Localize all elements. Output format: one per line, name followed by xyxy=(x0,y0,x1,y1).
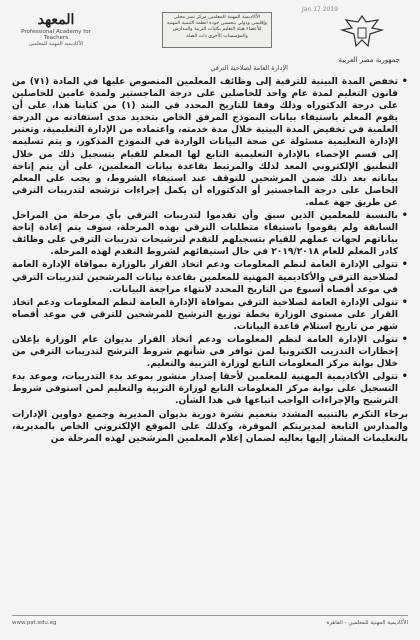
department-title: ﺍﻹﺩﺍﺭﺓ ﺍﻟﻌﺎﻣﺔ ﻟﺼﻼﺣﻴﺔ ﺍﻟﺘﺮﻗﻲ xyxy=(210,64,288,72)
paragraph-6: • ﺗﺘﻮﻟﻰ ﺍﻷﻛﺎﺩﻳﻤﻴﺔ ﺍﻟﻤﻬﻨﻴﺔ ﻟﻠﻤﻌﻠﻤﻴﻦ ﻷﺣﻘﺎ ﺇﺻﺪﺍﺭ ﻣﻨﺸﻮﺭ ﺑﻤﻮﻋﺪ ﺑﺪﺀ ﺍﻟﺘﺪﺭﻳﺒﺎﺕ، ﻭﻣﻮﻋﺪ ﺑﺪﺀ ﺍﻟﺘﺴﺠﻴﻞ ﻋﻠﻰ ﺑﻮﺍﺑﺔ ﻣﺮﻛﺰ ﺍﻟﻤﻌﻠﻮﻣﺎﺕ ﺍﻟﺘﺎﺑﻊ ﻟﻮﺯﺍﺭﺓ ﺍﻟﺘﺮﺑﻴﺔ ﻭﺍﻟﺘﻌﻠﻴﻢ ﻟﻤﻦ ﺍﺳﺘﻮﻓﻰ ﺷﺮﻭﻁ ﺍﻟﺘﺮﺷﻴﺢ ﻭﺍﻹﺟﺮﺍﺀﺍﺕ ﺍﻟﻮﺍﺟﺐ ﺍﺗﺒﺎﻋﻬﺎ ﻓﻲ ﻫﺬﺍ ﺍﻟﺸﺄﻥ. xyxy=(12,371,408,407)
paragraph-4: • ﺗﺘﻮﻟﻰ ﺍﻹﺩﺍﺭﺓ ﺍﻟﻌﺎﻣﺔ ﻟﺼﻼﺣﻴﺔ ﺍﻟﺘﺮﻗﻲ ﺑﻤﻮﺍﻓﺎﺓ ﺍﻹﺩﺍﺭﺓ ﺍﻟﻌﺎﻣﺔ ﻟﻨﻈﻢ ﺍﻟﻤﻌﻠﻮﻣﺎﺕ ﻭﺩﻋﻢ ﺍﺗﺨﺎﺫ ﺍﻟﻘﺮﺍﺭ ﻋﻠﻰ ﻣﺴﺘﻮﻯ ﺍﻟﻮﺯﺍﺭﺓ ﺑﺨﻄﺔ ﺗﻮﺯﻳﻊ ﺍﻟﺘﺮﺷﻴﺢ ﻟﻠﻤﺮﺷﺤﻴﻦ ﻟﻠﺘﺮﻗﻲ ﻓﻲ ﻣﻮﻋﺪ ﺃﻗﺼﺎﻩ ﺷﻬﺮ ﻣﻦ ﺗﺎﺭﻳﺦ ﺍﺳﺘﻼﻡ ﻗﺎﻋﺪﺓ ﺍﻟﺒﻴﺎﻧﺎﺕ. xyxy=(12,297,408,333)
page-footer xyxy=(12,615,408,636)
paragraph-1: • ﺗﺨﻔﺾ ﺍﻟﻤﺪﺓ ﺍﻟﺒﻴﻨﻴﺔ ﻟﻠﺘﺮﻗﻴﺔ ﺇﻟﻰ ﻭﻇﺎﺋﻒ ﺍﻟﻤﻌﻠﻤﻴﻦ ﺍﻟﻤﻨﺼﻮﺹ ﻋﻠﻴﻬﺎ ﻓﻲ ﺍﻟﻤﺎﺩﺓ (٧١) ﻣﻦ ﻗﺎﻧﻮﻥ ﺍﻟﺘﻌﻠﻴﻢ ﻟﻤﺪﺓ ﻋﺎﻡ ﻭﺍﺣﺪ ﻟﻠﺤﺎﺻﻠﻴﻦ ﻋﻠﻰ ﺩﺭﺟﺔ ﺍﻟﻤﺎﺟﺴﺘﻴﺮ ﻭﻟﻤﺪﺓ ﻋﺎﻣﻴﻦ ﻟﻠﺤﺎﺻﻠﻴﻦ ﻋﻠﻰ ﺩﺭﺟﺔ ﺍﻟﺪﻛﺘﻮﺭﺍﻩ ﻭﺫﻟﻚ ﻭﻓﻘﺎ ﻟﻠﺘﺎﺭﻳﺦ ﺍﻟﻤﺤﺪﺩ ﻓﻲ ﺍﻟﺒﻨﺪ (١) ﻣﻦ ﻛﺘﺎﺑﻨﺎ ﻫﺬﺍ، ﻋﻠﻰ ﺃﻥ ﻳﻘﻮﻡ ﺍﻟﻤﻌﻠﻢ ﺑﺎﺳﺘﻴﻔﺎﺀ ﺑﻴﺎﻧﺎﺕ ﺍﻟﻨﻤﻮﺫﺝ ﺍﻟﻤﺮﻓﻖ ﺍﻟﺨﺎﺹ ﺑﺘﺤﺪﻳﺪ ﻣﺪﻯ ﺍﺳﺘﻔﺎﺩﺗﻪ ﻣﻦ ﺍﻟﺪﺭﺟﺔ ﺍﻟﻌﻠﻤﻴﺔ ﻓﻲ ﺗﺨﻔﻴﺾ ﺍﻟﻤﺪﺓ ﺍﻟﺒﻴﻨﻴﺔ ﺧﻼﻝ ﻣﺪﺓ ﺧﺪﻣﺘﻪ، ﻭﺍﻋﺘﻤﺎﺩﻩ ﻣﻦ ﺍﻹﺩﺍﺭﺓ ﺍﻟﺘﻌﻠﻴﻤﻴﺔ، ﻭﺗﻌﺘﺒﺮ ﺍﻹﺩﺍﺭﺓ ﺍﻟﺘﻌﻠﻴﻤﻴﺔ ﻣﺴﺌﻮﻟﺔ ﻋﻦ ﺻﺤﺔ ﺍﻟﺒﻴﺎﻧﺎﺕ ﺍﻟﻮﺍﺭﺩﺓ ﻓﻲ ﺍﻟﻨﻤﻮﺫﺝ ﺍﻟﻤﺬﻛﻮﺭ، ﻭ ﻳﺘﻢ ﺗﺴﻠﻴﻤﻪ ﺇﻟﻰ ﻗﺴﻢ ﺍﻹﺣﺼﺎﺀ ﺑﺎﻹﺩﺍﺭﺓ ﺍﻟﺘﻌﻠﻴﻤﻴﺔ ﺍﻟﺘﺎﺑﻊ ﻟﻬﺎ ﺍﻟﻤﻌﻠﻢ ﻟﻠﻘﻴﺎﻡ ﺑﺘﺴﺠﻴﻞ ﺫﻟﻚ ﻣﻦ ﺧﻼﻝ ﺍﻟﺘﻄﺒﻴﻖ ﺍﻹﻟﻜﺘﺮﻭﻧﻲ ﺍﻟﻤﻌﺪ ﻟﺬﻟﻚ ﻭﺍﻟﻤﺮﺗﺒﻂ ﺑﻘﺎﻋﺪﺓ ﺑﻴﺎﻧﺎﺕ ﺍﻟﻤﻌﻠﻤﻴﻦ، ﻋﻠﻰ ﺃﻥ ﻳﺘﻢ ﺇﺗﺎﺣﺔ ﺑﻴﺎﻧﺎﺗﻪ ﺑﻌﺪ ﺫﻟﻚ ﺿﻤﻦ ﺍﻟﻤﺮﺷﺤﻴﻦ ﻟﻠﺘﻮﻗﻒ ﻋﻨﺪ ﺍﺳﺘﻴﻔﺎﺀ ﺍﻟﺸﺮﻭﻁ، ﻭ ﻳﺠﺐ ﻋﻠﻰ ﺍﻟﻤﻌﻠﻢ ﺍﻟﺤﺎﺻﻞ ﻋﻠﻰ ﺩﺭﺟﺔ ﺍﻟﻤﺎﺟﺴﺘﻴﺮ ﺃﻭ ﺍﻟﺪﻛﺘﻮﺭﺍﻩ ﺃﻥ ﻳﻜﻤﻞ ﺇﺟﺮﺍﺀﺍﺕ ﺗﺮﺷﺤﻪ ﻟﺘﺪﺭﻳﺒﺎﺕ ﺍﻟﺘﺮﻗﻲ ﻋﻦ ﻃﺮﻳﻖ ﺟﻬﺔ ﻋﻤﻠﻪ. xyxy=(12,76,408,209)
logo-subtitle-ar: ﺍﻷﻛﺎﺩﻳﻤﻴﺔ ﺍﻟﻤﻬﻨﻴﺔ ﻟﻠﻤﻌﻠﻤﻴﻦ xyxy=(28,41,84,47)
header-stamp: ﺍﻷﻛﺎﺩﻳﻤﻴﺔ ﺍﻟﻤﻬﻨﻴﺔ ﻟﻠﻤﻌﻠﻤﻴﻦ ﻣﺮﻛﺰ ﺗﻤﻴﺰ ﻣﺤﻠﻲ ﻭﺇﻗﻠﻴﻤﻲ ﻭﺩﻭﻟﻲ ﺑﺘﺤﺴﻴﻦ ﺟﻮﺩﺓ ﺃﻧﻈﻤﺔ ﺍﻟﺘﻨﻤﻴﺔ ﺍﻟﻤﻬﻨﻴﺔ ﻟﻸﻋﻀﺎﺀ ﻫﻴﺌﺔ ﺍﻟﺘﻌﻠﻴﻢ ﺑﻜﻠﻴﺎﺕ ﺍﻟﺘﺮﺑﻴﺔ ﻭﺍﻟﻤﺪﺍﺭﺱ ﻭﺍﻟﻤﺆﺳﺴﺎﺕ ﺍﻷﺧﺮﻯ ﺫﺍﺕ ﺍﻟﺼﻠﺔ xyxy=(162,12,272,48)
footer-address: ﺍﻷﻛﺎﺩﻳﻤﻴﺔ ﺍﻟﻤﻬﻨﻴﺔ ﻟﻠﻤﻌﻠﻤﻴﻦ - ﺍﻟﻘﺎﻫﺮﺓ xyxy=(326,620,408,626)
academy-logo xyxy=(18,12,94,52)
letter-body xyxy=(12,76,408,445)
letterhead xyxy=(12,6,408,70)
eagle-emblem-icon xyxy=(338,12,386,52)
footer-website: www.pat.edu.eg xyxy=(12,620,57,626)
paragraph-3: • ﺗﺘﻮﻟﻰ ﺍﻹﺩﺍﺭﺓ ﺍﻟﻌﺎﻣﺔ ﻟﻨﻈﻢ ﺍﻟﻤﻌﻠﻮﻣﺎﺕ ﻭﺩﻋﻢ ﺍﺗﺨﺎﺫ ﺍﻟﻘﺮﺍﺭ ﺑﺎﻟﻮﺯﺍﺭﺓ ﺑﻤﻮﺍﻓﺎﺓ ﺍﻹﺩﺍﺭﺓ ﺍﻟﻌﺎﻣﺔ ﻟﺼﻼﺣﻴﺔ ﺍﻟﺘﺮﻗﻲ ﻭﺍﻷﻛﺎﺩﻳﻤﻴﺔ ﺍﻟﻤﻬﻨﻴﺔ ﻟﻠﻤﻌﻠﻤﻴﻦ ﺑﻘﺎﻋﺪﺓ ﺑﻴﺎﻧﺎﺕ ﺍﻟﻤﺮﺷﺤﻴﻦ ﻟﺘﺪﺭﻳﺒﺎﺕ ﺍﻟﺘﺮﻗﻲ ﻓﻲ ﻣﻮﻋﺪ ﺃﻗﺼﺎﻩ ﺃﺳﺒﻮﻉ ﻣﻦ ﺍﻟﺘﺎﺭﻳﺦ ﺍﻟﻤﺤﺪﺩ ﻻﻧﺘﻬﺎﺀ ﻣﺮﺍﺟﻌﺔ ﺍﻟﺒﻴﺎﻧﺎﺕ. xyxy=(12,259,408,295)
paragraph-2: • ﺑﺎﻟﻨﺴﺒﺔ ﻟﻠﻤﻌﻠﻤﻴﻦ ﺍﻟﺬﻳﻦ ﺳﺒﻖ ﻭﺃﻥ ﺗﻘﺪﻣﻮﺍ ﻟﺘﺪﺭﻳﺒﺎﺕ ﺍﻟﺘﺮﻗﻲ ﺑﺄﻱ ﻣﺮﺣﻠﺔ ﻣﻦ ﺍﻟﻤﺮﺍﺣﻞ ﺍﻟﺴﺎﺑﻘﺔ ﻭﻟﻢ ﻳﻘﻮﻣﻮﺍ ﺑﺎﺳﺘﻴﻔﺎﺀ ﻣﺘﻄﻠﺒﺎﺕ ﺍﻟﺘﺮﻗﻲ ﺑﻬﺬﻩ ﺍﻟﻤﺮﺣﻠﺔ، ﺳﻮﻑ ﻳﺘﻢ ﺇﻋﺎﺩﺓ ﺇﺗﺎﺣﺔ ﺑﻴﺎﻧﺎﺗﻬﻢ ﻟﺠﻬﺎﺕ ﻋﻤﻠﻬﻢ ﻟﻠﻘﻴﺎﻡ ﺑﺘﺴﺠﻴﻠﻬﻢ ﻟﻠﺘﻘﺪﻡ ﻟﺘﺮﺷﻴﺤﺎﺕ ﺗﺪﺭﻳﺒﺎﺕ ﺍﻟﺘﺮﻗﻲ ﻋﻠﻰ ﻭﻇﺎﺋﻒ ﻛﺎﺩﺭ ﺍﻟﻤﻌﻠﻢ ﻟﻠﻌﺎﻡ ٢٠١٩/٢٠١٨ ﻓﻲ ﺣﺎﻝ ﺍﺳﺘﻴﻔﺎﺋﻬﻢ ﻟﺸﺮﻭﻁ ﺍﻟﺘﻘﺪﻡ ﻟﻬﺬﻩ ﺍﻟﻤﺮﺣﻠﺔ. xyxy=(12,210,408,258)
closing-paragraph: ﺑﺮﺟﺎﺀ ﺍﻟﺘﻜﺮﻡ ﺑﺎﻟﺘﻨﺒﻴﻪ ﺍﻟﻤﺸﺪﺩ ﺑﺘﻌﻤﻴﻢ ﻧﺸﺮﺓ ﺩﻭﺭﻳﺔ ﺑﺪﻳﻮﺍﻥ ﺍﻟﻤﺪﻳﺮﻳﺔ ﻭﺟﻤﻴﻊ ﺩﻭﺍﻭﻳﻦ ﺍﻹﺩﺍﺭﺍﺕ ﻭﺍﻟﻤﺪﺍﺭﺱ ﺍﻟﺘﺎﺑﻌﺔ ﻟﻤﺪﻳﺮﻳﺘﻜﻢ ﺍﻟﻤﻮﻗﺮﺓ، ﻭﻛﺬﻟﻚ ﻋﻠﻰ ﺍﻟﻤﻮﻗﻊ ﺍﻹﻟﻜﺘﺮﻭﻧﻲ ﺍﻟﺨﺎﺹ ﺑﺎﻟﻤﺪﻳﺮﻳﺔ، ﺑﺎﻟﺘﻌﻠﻴﻤﺎﺕ ﺍﻟﻤﺸﺎﺭ ﺇﻟﻴﻬﺎ ﺑﻌﺎﻟﻴﻪ ﻟﻀﻤﺎﻥ ﺇﻋﻼﻡ ﺍﻟﻤﻌﻠﻤﻴﻦ ﺍﻟﻤﺮﺷﺤﻴﻦ ﻟﻬﺬﻩ ﺍﻟﻤﺮﺣﻠﺔ ﻣﻦ xyxy=(12,409,408,444)
paragraph-5: • ﺗﺘﻮﻟﻰ ﺍﻹﺩﺍﺭﺓ ﺍﻟﻌﺎﻣﺔ ﻟﻨﻈﻢ ﺍﻟﻤﻌﻠﻮﻣﺎﺕ ﻭﺩﻋﻢ ﺍﺗﺨﺎﺫ ﺍﻟﻘﺮﺍﺭ ﺑﺪﻳﻮﺍﻥ ﻋﺎﻡ ﺍﻟﻮﺯﺍﺭﺓ ﺑﺈﻋﻼﻥ ﺇﺧﻄﺎﺭﺍﺕ ﺍﻟﺘﺪﺭﻳﺐ ﺍﻟﻜﺘﺮﻭﻧﻴﺎ ﻟﻤﻦ ﺗﻮﺍﻓﺮ ﻓﻲ ﺷﺄﻧﻬﻢ ﺷﺮﻭﻁ ﺍﻟﺘﺮﺷﺢ ﻟﺘﺪﺭﻳﺒﺎﺕ ﺍﻟﺘﺮﻗﻲ ﻣﻦ ﺧﻼﻝ ﺑﻮﺍﺑﺔ ﻣﺮﻛﺰ ﺍﻟﻤﻌﻠﻮﻣﺎﺕ ﺍﻟﺘﺎﺑﻊ ﻟﻮﺯﺍﺭﺓ ﺍﻟﺘﺮﺑﻴﺔ ﻭﺍﻟﺘﻌﻠﻴﻢ. xyxy=(12,334,408,370)
logo-subtitle-en: Professional Academy for Teachers xyxy=(21,29,91,41)
logo-mark: ﺍﻟﻤﻌﻬﺪ xyxy=(37,12,75,28)
fax-date: Jan 17 2019 xyxy=(302,6,338,13)
republic-title: ﺟﻤﻬﻮﺭﻳﺔ ﻣﺼﺮ ﺍﻟﻌﺮﺑﻴﺔ xyxy=(338,56,400,64)
